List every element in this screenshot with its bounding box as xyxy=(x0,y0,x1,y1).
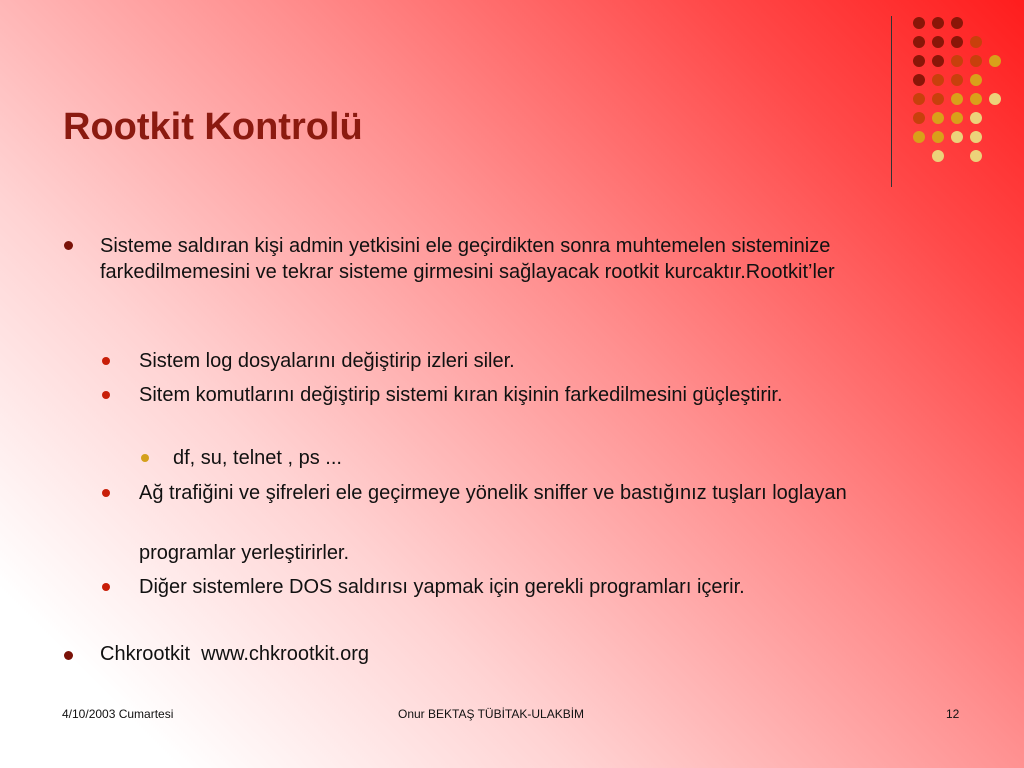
footer-author: Onur BEKTAŞ TÜBİTAK-ULAKBİM xyxy=(398,707,585,721)
bullet-icon xyxy=(102,489,110,497)
bullet-icon xyxy=(141,454,149,462)
bullet-icon xyxy=(102,391,110,399)
bullet-continuation-text: programlar yerleştirirler. xyxy=(139,542,350,564)
bullet-text: Ağ trafiğini ve şifreleri ele geçirmeye yönelik sniffer ve bastığınız tuşları loglayan xyxy=(139,482,847,504)
bullet-text: Sistem log dosyalarını değiştirip izleri siler. xyxy=(139,350,515,372)
bullet-icon xyxy=(64,241,73,250)
bullet-text: Sisteme saldıran kişi admin yetkisini ele geçirdikten sonra muhtemelen sisteminize farkedilmemesini ve tekrar sisteme girmesini sağlayacak rootkit kurcaktır.Rootkit’ler xyxy=(100,235,835,283)
bullet-icon xyxy=(102,357,110,365)
bullet-text: Sitem komutlarını değiştirip sistemi kıran kişinin farkedilmesini güçleştirir. xyxy=(139,384,783,406)
bullet-text: Diğer sistemlere DOS saldırısı yapmak için gerekli programları içerir. xyxy=(139,576,745,598)
slide-title: Rootkit Kontrolü xyxy=(63,106,363,148)
footer-date: 4/10/2003 Cumartesi xyxy=(62,707,174,721)
bullet-icon xyxy=(102,583,110,591)
footer-page-number: 12 xyxy=(946,707,960,721)
bullet-icon xyxy=(64,651,73,660)
bullet-text: Chkrootkit www.chkrootkit.org xyxy=(100,643,369,665)
bullet-text: df, su, telnet , ps ... xyxy=(173,447,342,469)
